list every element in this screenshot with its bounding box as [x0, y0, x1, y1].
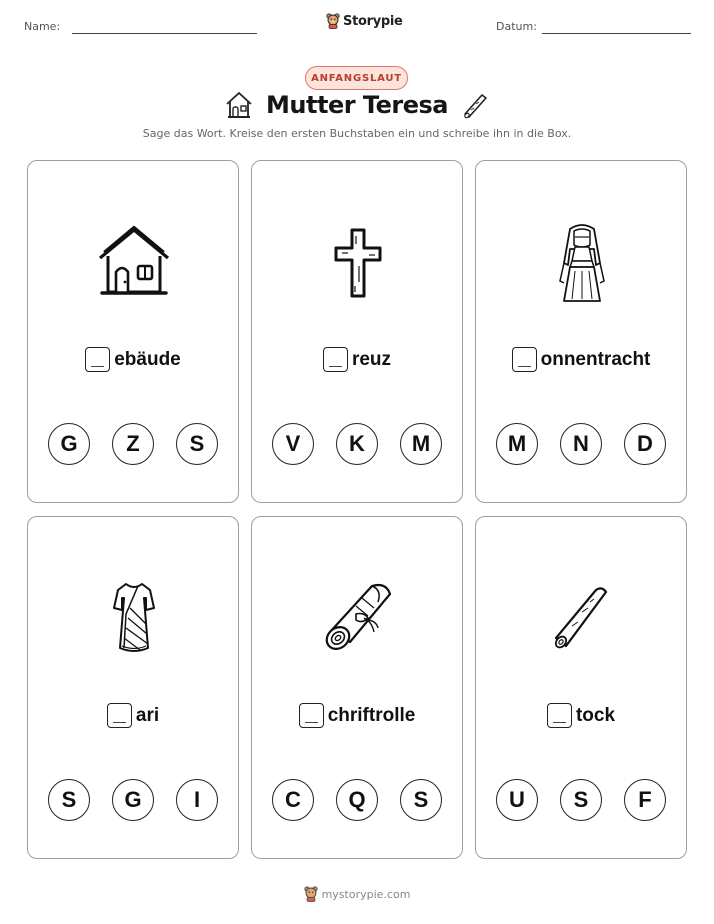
card-5 [251, 516, 463, 859]
card-3-answer-box[interactable] [512, 347, 537, 372]
card-1-picture [84, 217, 184, 307]
card-2-choice-2[interactable]: K [336, 423, 378, 465]
card-4-word: ari [135, 704, 160, 726]
cross-icon [318, 222, 398, 302]
card-1-answer-box[interactable] [85, 347, 110, 372]
card-4 [27, 516, 239, 859]
card-3-word-row [476, 347, 686, 372]
bear-icon [326, 13, 340, 29]
house-icon [94, 222, 174, 302]
footer-url[interactable]: mystorypie.com [321, 887, 411, 901]
card-5-choice-2[interactable]: Q [336, 779, 378, 821]
card-4-choices [28, 779, 238, 821]
card-3-choices [476, 423, 686, 465]
card-2-word: reuz [351, 348, 392, 370]
card-2-choice-3[interactable]: M [400, 423, 442, 465]
card-3-picture [532, 217, 632, 307]
card-1-choice-2[interactable]: Z [112, 423, 154, 465]
date-label: Datum: [496, 20, 537, 33]
card-1-choice-1[interactable]: G [48, 423, 90, 465]
card-4-picture [84, 573, 184, 663]
card-2-word-row [252, 347, 462, 372]
card-2-answer-box[interactable] [323, 347, 348, 372]
card-6-choice-3[interactable]: F [624, 779, 666, 821]
card-6-choices [476, 779, 686, 821]
card-6-word-row [476, 703, 686, 728]
card-2-choice-1[interactable]: V [272, 423, 314, 465]
category-badge: ANFANGSLAUT [305, 66, 408, 90]
scroll-icon [316, 576, 400, 660]
footer [0, 886, 714, 902]
card-1-word-row [28, 347, 238, 372]
card-1-choices [28, 423, 238, 465]
card-4-answer-box[interactable] [107, 703, 132, 728]
sari-icon [94, 578, 174, 658]
card-6-word: tock [575, 704, 616, 726]
title-row [0, 90, 714, 120]
card-6-choice-2[interactable]: S [560, 779, 602, 821]
card-2-picture [308, 217, 408, 307]
stick-icon [542, 578, 622, 658]
page-title: Mutter Teresa [266, 91, 448, 119]
card-4-choice-3[interactable]: I [176, 779, 218, 821]
card-6-choice-1[interactable]: U [496, 779, 538, 821]
card-6-picture [532, 573, 632, 663]
brand-name: Storypie [343, 13, 403, 29]
instructions: Sage das Wort. Kreise den ersten Buchstaben ein und schreibe ihn in die Box. [142, 127, 572, 140]
date-line[interactable] [542, 33, 691, 34]
card-3-choice-3[interactable]: D [624, 423, 666, 465]
bear-icon [304, 886, 318, 902]
card-3-choice-2[interactable]: N [560, 423, 602, 465]
card-2-choices [252, 423, 462, 465]
card-5-word: chriftrolle [327, 704, 416, 726]
stick-icon [460, 90, 490, 120]
card-5-choices [252, 779, 462, 821]
name-label: Name: [24, 20, 61, 33]
card-1-choice-3[interactable]: S [176, 423, 218, 465]
house-icon [224, 90, 254, 120]
card-3-choice-1[interactable]: M [496, 423, 538, 465]
card-6 [475, 516, 687, 859]
name-line[interactable] [72, 33, 257, 34]
card-4-choice-1[interactable]: S [48, 779, 90, 821]
card-1-word: ebäude [114, 348, 181, 370]
card-4-word-row [28, 703, 238, 728]
card-5-answer-box[interactable] [299, 703, 324, 728]
card-5-picture [308, 573, 408, 663]
brand-logo [326, 13, 403, 29]
card-3 [475, 160, 687, 503]
card-5-choice-3[interactable]: S [400, 779, 442, 821]
nun-habit-icon [542, 219, 622, 305]
card-2 [251, 160, 463, 503]
card-3-word: onnentracht [540, 348, 651, 370]
card-5-word-row [252, 703, 462, 728]
card-4-choice-2[interactable]: G [112, 779, 154, 821]
card-6-answer-box[interactable] [547, 703, 572, 728]
card-5-choice-1[interactable]: C [272, 779, 314, 821]
card-1 [27, 160, 239, 503]
